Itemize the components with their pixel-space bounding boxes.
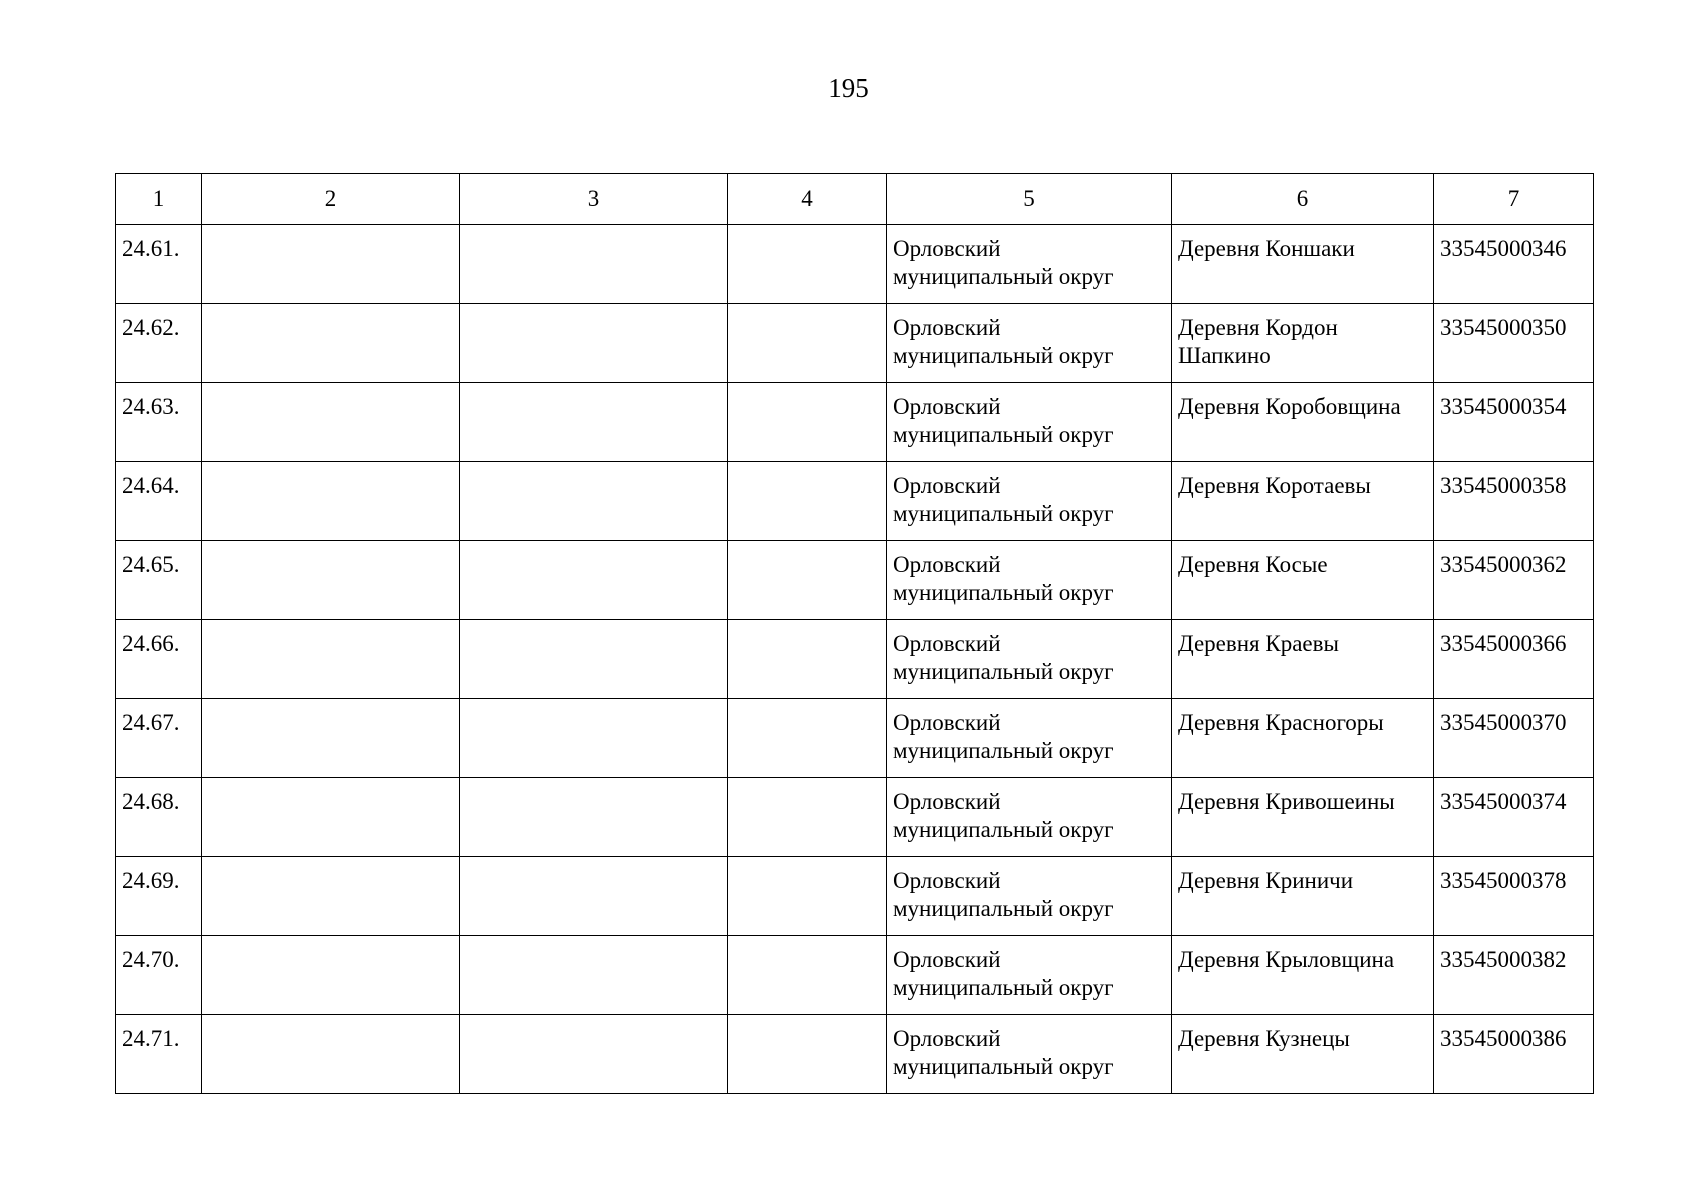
column-2-cell xyxy=(202,936,460,1015)
column-4-cell xyxy=(728,778,887,857)
municipality-cell: Орловский муниципальный округ xyxy=(887,699,1172,778)
code-cell: 33545000382 xyxy=(1434,936,1594,1015)
municipality-cell: Орловский муниципальный округ xyxy=(887,304,1172,383)
settlements-table xyxy=(115,173,1594,1094)
column-4-cell xyxy=(728,699,887,778)
column-header-2: 2 xyxy=(202,174,460,225)
code-cell: 33545000366 xyxy=(1434,620,1594,699)
table-row xyxy=(116,1015,1594,1094)
row-number-cell: 24.70. xyxy=(116,936,202,1015)
row-number-cell: 24.67. xyxy=(116,699,202,778)
municipality-cell: Орловский муниципальный округ xyxy=(887,541,1172,620)
code-cell: 33545000378 xyxy=(1434,857,1594,936)
row-number-cell: 24.68. xyxy=(116,778,202,857)
row-number-cell: 24.61. xyxy=(116,225,202,304)
row-number-cell: 24.65. xyxy=(116,541,202,620)
table-row xyxy=(116,304,1594,383)
settlement-cell: Деревня Коробовщина xyxy=(1172,383,1434,462)
table-row xyxy=(116,541,1594,620)
column-4-cell xyxy=(728,620,887,699)
settlement-cell: Деревня Кордон Шапкино xyxy=(1172,304,1434,383)
code-cell: 33545000350 xyxy=(1434,304,1594,383)
column-3-cell xyxy=(460,857,728,936)
table-row xyxy=(116,936,1594,1015)
column-header-7: 7 xyxy=(1434,174,1594,225)
settlement-cell: Деревня Красногоры xyxy=(1172,699,1434,778)
municipality-cell: Орловский муниципальный округ xyxy=(887,778,1172,857)
row-number-cell: 24.62. xyxy=(116,304,202,383)
settlement-cell: Деревня Краевы xyxy=(1172,620,1434,699)
code-cell: 33545000370 xyxy=(1434,699,1594,778)
table-row xyxy=(116,857,1594,936)
column-header-3: 3 xyxy=(460,174,728,225)
row-number-cell: 24.71. xyxy=(116,1015,202,1094)
column-2-cell xyxy=(202,778,460,857)
page-number: 195 xyxy=(828,73,869,103)
column-header-4: 4 xyxy=(728,174,887,225)
municipality-cell: Орловский муниципальный округ xyxy=(887,936,1172,1015)
table-header xyxy=(116,174,1594,225)
code-cell: 33545000386 xyxy=(1434,1015,1594,1094)
row-number-cell: 24.64. xyxy=(116,462,202,541)
header-row xyxy=(116,174,1594,225)
column-2-cell xyxy=(202,225,460,304)
column-2-cell xyxy=(202,383,460,462)
column-header-5: 5 xyxy=(887,174,1172,225)
column-4-cell xyxy=(728,541,887,620)
column-3-cell xyxy=(460,936,728,1015)
row-number-cell: 24.66. xyxy=(116,620,202,699)
settlement-cell: Деревня Кузнецы xyxy=(1172,1015,1434,1094)
code-cell: 33545000362 xyxy=(1434,541,1594,620)
column-3-cell xyxy=(460,225,728,304)
table-body xyxy=(116,225,1594,1094)
settlement-cell: Деревня Криничи xyxy=(1172,857,1434,936)
municipality-cell: Орловский муниципальный округ xyxy=(887,225,1172,304)
row-number-cell: 24.69. xyxy=(116,857,202,936)
column-3-cell xyxy=(460,304,728,383)
table-row xyxy=(116,699,1594,778)
table-row xyxy=(116,225,1594,304)
settlement-cell: Деревня Кривошеины xyxy=(1172,778,1434,857)
column-4-cell xyxy=(728,462,887,541)
column-3-cell xyxy=(460,620,728,699)
table-row xyxy=(116,620,1594,699)
column-4-cell xyxy=(728,857,887,936)
column-2-cell xyxy=(202,541,460,620)
table-row xyxy=(116,383,1594,462)
code-cell: 33545000358 xyxy=(1434,462,1594,541)
municipality-cell: Орловский муниципальный округ xyxy=(887,620,1172,699)
settlement-cell: Деревня Коншаки xyxy=(1172,225,1434,304)
column-2-cell xyxy=(202,1015,460,1094)
code-cell: 33545000354 xyxy=(1434,383,1594,462)
column-4-cell xyxy=(728,1015,887,1094)
municipality-cell: Орловский муниципальный округ xyxy=(887,1015,1172,1094)
column-2-cell xyxy=(202,857,460,936)
column-3-cell xyxy=(460,699,728,778)
table-row xyxy=(116,778,1594,857)
municipality-cell: Орловский муниципальный округ xyxy=(887,462,1172,541)
column-4-cell xyxy=(728,225,887,304)
column-header-1: 1 xyxy=(116,174,202,225)
municipality-cell: Орловский муниципальный округ xyxy=(887,857,1172,936)
code-cell: 33545000374 xyxy=(1434,778,1594,857)
column-3-cell xyxy=(460,1015,728,1094)
column-header-6: 6 xyxy=(1172,174,1434,225)
table-row xyxy=(116,462,1594,541)
column-4-cell xyxy=(728,304,887,383)
column-4-cell xyxy=(728,383,887,462)
column-2-cell xyxy=(202,699,460,778)
settlement-cell: Деревня Косые xyxy=(1172,541,1434,620)
column-2-cell xyxy=(202,304,460,383)
column-2-cell xyxy=(202,462,460,541)
column-3-cell xyxy=(460,541,728,620)
column-3-cell xyxy=(460,778,728,857)
settlement-cell: Деревня Коротаевы xyxy=(1172,462,1434,541)
municipality-cell: Орловский муниципальный округ xyxy=(887,383,1172,462)
column-3-cell xyxy=(460,383,728,462)
column-3-cell xyxy=(460,462,728,541)
column-4-cell xyxy=(728,936,887,1015)
code-cell: 33545000346 xyxy=(1434,225,1594,304)
column-2-cell xyxy=(202,620,460,699)
settlement-cell: Деревня Крыловщина xyxy=(1172,936,1434,1015)
row-number-cell: 24.63. xyxy=(116,383,202,462)
